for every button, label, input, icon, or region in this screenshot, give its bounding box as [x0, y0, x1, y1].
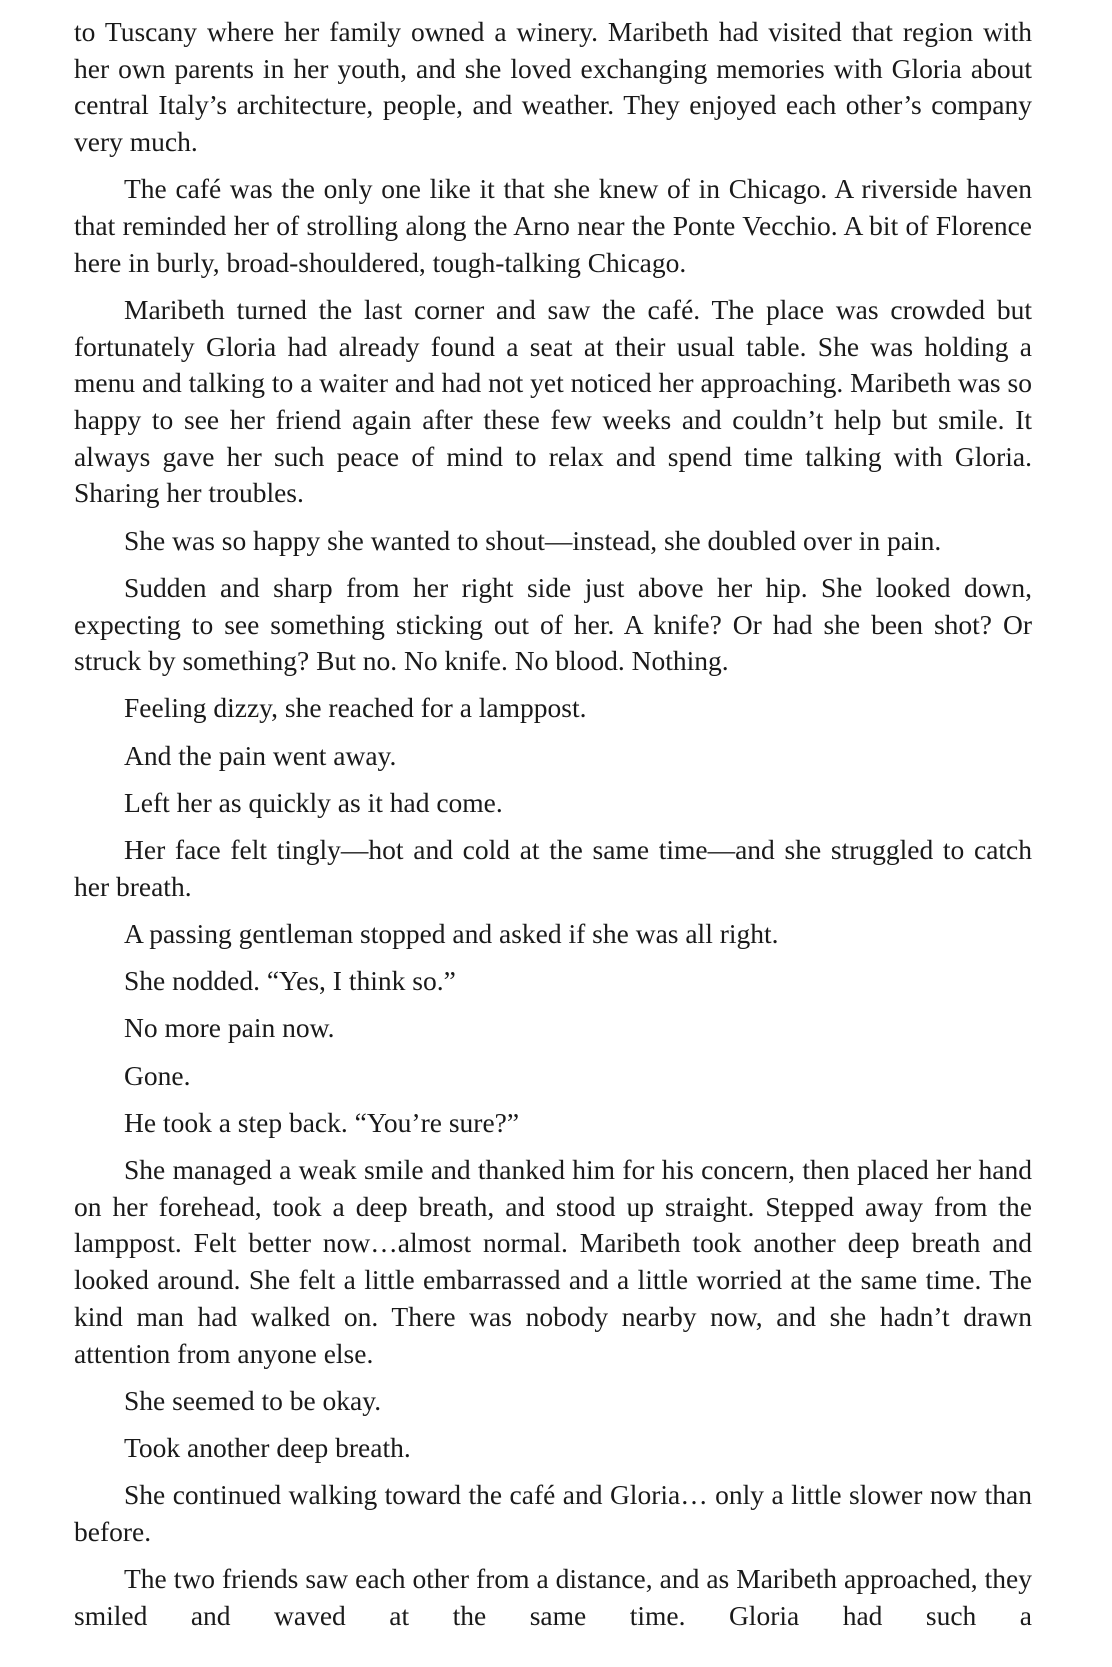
paragraph: Feeling dizzy, she reached for a lamppost. [124, 692, 587, 724]
paragraph: She seemed to be okay. [124, 1384, 382, 1416]
paragraph-continued: to Tuscany where her family owned a winery. Maribeth had visited that region with her own parents in her youth, and she loved exchanging memories with Gloria about central Italy’s architecture, people, and weather. They enjoyed each other’s company very much. [74, 16, 1032, 158]
paragraph: She continued walking toward the café and Gloria… only a little slower now than before. [74, 1479, 1032, 1547]
paragraph: She managed a weak smile and thanked him for his concern, then placed her hand on her forehead, took a deep breath, and stood up straight. Stepped away from the lamppost. Felt better now…almost normal. Maribeth took another deep breath and looked around. She felt a little embarrassed and a little worried at the same time. The kind man had walked on. There was nobody nearby now, and she hadn’t drawn attention from anyone else. [74, 1153, 1032, 1369]
paragraph: Maribeth turned the last corner and saw the café. The place was crowded but fortunately Gloria had already found a seat at their usual table. She was holding a menu and talking to a waiter and had not yet noticed her approaching. Maribeth was so happy to see her friend again after these few weeks and couldn’t help but smile. It always gave her such peace of mind to relax and spend time talking with Gloria. Sharing her troubles. [74, 293, 1032, 509]
paragraph: And the pain went away. [124, 739, 397, 771]
paragraph: The café was the only one like it that she knew of in Chicago. A riverside haven that reminded her of strolling along the Arno near the Ponte Vecchio. A bit of Florence here in burly, broad-shouldered, tough-talking Chicago. [74, 173, 1032, 278]
paragraph: Sudden and sharp from her right side just above her hip. She looked down, expecting to see something sticking out of her. A knife? Or had she been shot? Or struck by something? But no. No knife. No blood. Nothing. [74, 571, 1032, 677]
paragraph-continues: The two friends saw each other from a distance, and as Maribeth approached, they smiled and waved at the same time. Gloria had such a [74, 1563, 1032, 1631]
paragraph: No more pain now. [124, 1012, 335, 1044]
paragraph: She nodded. “Yes, I think so.” [124, 965, 456, 997]
paragraph: She was so happy she wanted to shout—instead, she doubled over in pain. [124, 524, 942, 556]
paragraph: Her face felt tingly—hot and cold at the same time—and she struggled to catch her breath. [74, 834, 1032, 902]
paragraph: He took a step back. “You’re sure?” [124, 1106, 520, 1138]
paragraph: A passing gentleman stopped and asked if she was all right. [124, 917, 779, 949]
paragraph: Took another deep breath. [124, 1431, 411, 1463]
paragraph: Gone. [124, 1059, 191, 1091]
paragraph: Left her as quickly as it had come. [124, 786, 503, 818]
